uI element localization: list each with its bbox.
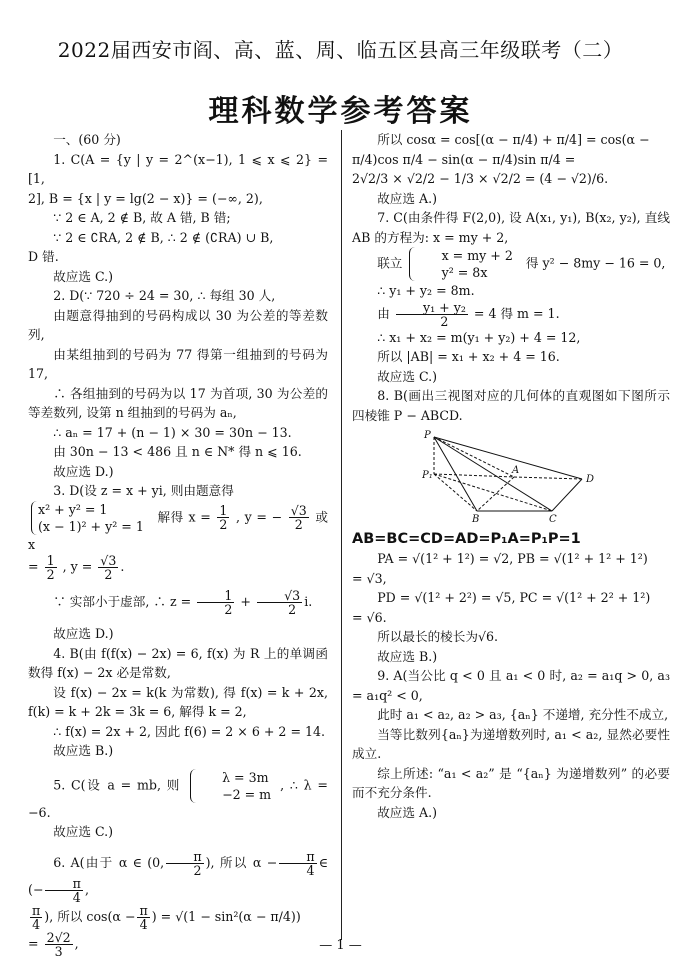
edge-ab xyxy=(477,477,514,511)
answer-6-line: 2√2/3 × √2/2 − 1/3 × √2/2 = (4 − √2)/6. xyxy=(352,171,609,186)
answer-1-line: 2], B = {x | y = lg(2 − x)} = (−∞, 2), xyxy=(28,190,263,206)
answer-7-line: ∴ x₁ + x₂ = m(y₁ + y₂) + 4 = 12, xyxy=(377,329,581,345)
fraction: $\frac{1}{2}$ xyxy=(46,553,55,582)
answer-4-line: 4. B(由 f(f(x) − 2x) = 6, f(x) 为 R 上的单调函数得 f(x) − 2x 必是常数, xyxy=(28,645,328,680)
fraction: $\frac{\pi}{2}$ xyxy=(166,850,203,877)
answer-3-line: 3. D(设 z = x + yi, 则由题意得 xyxy=(53,483,234,498)
label-p: P xyxy=(424,430,431,441)
edge-pd xyxy=(434,437,582,479)
fraction: $\frac{2√2}{3}$ xyxy=(46,929,71,959)
exam-header-title: 2022届西安市阎、高、蓝、周、临五区县高三年级联考（二） xyxy=(57,38,624,62)
answer-3-line: = $\frac{1}{2}$ , y = $\frac{√3}{2}$ . xyxy=(28,553,125,582)
label-p1: P₁ xyxy=(422,470,433,481)
fraction: $\frac{\text{y₁ + y₂}}{2}$ xyxy=(396,301,468,328)
edge-p1c xyxy=(434,474,552,511)
fraction: $\frac{√3}{2}$ xyxy=(257,589,302,616)
answer-8-line: = √3, xyxy=(352,570,387,586)
fraction: $\frac{√3}{2}$ xyxy=(100,553,117,582)
answer-key-title: 理科数学参考答案 xyxy=(208,94,473,129)
edge-p1a xyxy=(434,474,514,477)
answer-2-choice: 故应选 D.) xyxy=(53,463,114,479)
answer-9-choice: 故应选 A.) xyxy=(377,804,437,820)
label-b: B xyxy=(472,514,480,524)
label-c: C xyxy=(549,514,557,524)
pyramid-diagram xyxy=(422,429,612,524)
answer-2-line: ∴ 各组抽到的号码为以 17 为首项, 30 为公差的等差数列, 设第 n 组抽到的号码为 aₙ, xyxy=(28,385,328,420)
edge-ad xyxy=(514,477,582,479)
answer-4-line: ∴ f(x) = 2x + 2, 因此 f(6) = 2 × 6 + 2 = 14. xyxy=(53,723,326,739)
answer-2-line: 由 30n − 13 < 486 且 n ∈ N* 得 n ⩽ 16. xyxy=(53,444,302,459)
answer-6-choice: 故应选 A.) xyxy=(377,190,437,206)
answer-1-line: ∵ 2 ∈ A, 2 ∉ B, 故 A 错, B 错; xyxy=(53,210,231,225)
fraction: $\frac{\pi}{4}$ xyxy=(45,877,82,904)
answer-8-choice: 故应选 B.) xyxy=(377,648,438,664)
answer-5-line: 5. C(设 a = mb, 则 λ = 3m −2 = m , ∴ λ = −6. xyxy=(28,769,328,820)
answer-3-choice: 故应选 D.) xyxy=(53,626,114,641)
answer-7-line: 由 $\frac{\text{y₁ + y₂}}{2}$ = 4 得 m = 1. xyxy=(377,299,560,329)
equation-system: λ = 3m −2 = m xyxy=(190,769,277,803)
answer-5-choice: 故应选 C.) xyxy=(53,824,114,839)
answer-1-line: 1. C(A = {y | y = 2^(x−1), 1 ⩽ x ⩽ 2} = [1, xyxy=(28,151,328,186)
answer-2-line: 2. D(∵ 720 ÷ 24 = 30, ∴ 每组 30 人, xyxy=(53,288,276,303)
answer-8-line: 所以最长的棱长为√6. xyxy=(377,629,498,644)
answer-6-line: $\frac{\pi}{4}$ ), 所以 cos(α − $\frac{\pi}{4}$ ) = √(1 − sin²(α − π/4)) xyxy=(32,902,301,932)
answer-6-line: π/4)cos π/4 − sin(α − π/4)sin π/4 = xyxy=(352,151,576,167)
right-column xyxy=(352,130,670,822)
edge-p1b xyxy=(434,474,477,511)
answer-9-line: 此时 a₁ < a₂, a₂ > a₃, {aₙ} 不递增, 充分性不成立, xyxy=(377,707,669,722)
answer-6-line: 6. A(由于 α ∈ (0, $\frac{\pi}{2}$ ), 所以 α − $\frac{\pi}{4}$ ∈ (− $\frac{\pi}{4}$ , xyxy=(28,848,329,905)
answer-2-line: 由某组抽到的号码为 77 得第一组抽到的号码为 17, xyxy=(28,346,328,381)
equal-edges-statement: AB=BC=CD=AD=P₁A=P₁P=1 xyxy=(352,530,581,547)
answer-3-line: ∵ 实部小于虚部, ∴ z = $\frac{1}{2}$ + $\frac{√3}{2}$ i. xyxy=(53,588,313,617)
answer-2-line: ∴ aₙ = 17 + (n − 1) × 30 = 30n − 13. xyxy=(53,424,292,440)
answer-1-line: D 错. xyxy=(28,249,59,264)
answer-6-line: 所以 cosα = cos[(α − π/4) + π/4] = cos(α − xyxy=(377,132,650,147)
fraction: $\frac{\pi}{4}$ xyxy=(139,902,148,932)
section-heading: 一、(60 分) xyxy=(53,132,121,147)
fraction: $\frac{1}{2}$ xyxy=(197,589,234,616)
edge-cd xyxy=(552,479,582,511)
answer-8-line: 8. B(画出三视图对应的几何体的直观图如下图所示四棱锥 P − ABCD. xyxy=(352,388,670,423)
answer-1-line: ∵ 2 ∈ ∁RA, 2 ∉ B, ∴ 2 ∉ (∁RA) ∪ B, xyxy=(53,229,274,245)
answer-8-line: PA = √(1² + 1²) = √2, PB = √(1² + 1² + 1²) xyxy=(377,551,648,566)
answer-7-line: 所以 |AB| = x₁ + x₂ + 4 = 16. xyxy=(377,349,560,364)
answer-4-line: 设 f(x) − 2x = k(k 为常数), 得 f(x) = k + 2x, f(k) = k + 2k = 3k = 6, 解得 k = 2, xyxy=(28,684,328,719)
answer-6-line: = $\frac{2√2}{3}$ , xyxy=(28,929,79,959)
fraction: $\frac{√3}{2}$ xyxy=(290,503,307,532)
edge-pc xyxy=(434,437,552,511)
answer-7-line: 7. C(由条件得 F(2,0), 设 A(x₁, y₁), B(x₂, y₂), 直线 AB 的方程为: x = my + 2, xyxy=(352,210,670,245)
answer-4-choice: 故应选 B.) xyxy=(53,743,114,758)
answer-8-line: = √6. xyxy=(352,609,387,625)
label-d: D xyxy=(586,474,595,485)
answer-9-line: 综上所述: “a₁ < a₂” 是 “{aₙ} 为递增数列” 的必要而不充分条件. xyxy=(352,765,670,800)
answer-9-line: 9. A(当公比 q < 0 且 a₁ < 0 时, a₂ = a₁q > 0, a₃ = a₁q² < 0, xyxy=(352,668,670,703)
left-column xyxy=(28,130,328,958)
fraction: $\frac{\pi}{4}$ xyxy=(32,902,41,932)
equation-system: x = my + 2 y² = 8x xyxy=(409,247,518,281)
fraction: $\frac{\pi}{4}$ xyxy=(279,850,316,877)
answer-7-line: 联立 x = my + 2 y² = 8x 得 y² − 8my − 16 = 0, xyxy=(377,248,666,280)
page-number: — 1 — xyxy=(319,938,362,953)
answer-8-line: PD = √(1² + 2²) = √5, PC = √(1² + 2² + 1²) xyxy=(377,590,651,605)
answer-3-system-line: x² + y² = 1 (x − 1)² + y² = 1 解得 x = $\frac{1}{2}$ , y = − $\frac{√3}{2}$ 或 x xyxy=(28,501,328,552)
answer-7-choice: 故应选 C.) xyxy=(377,368,438,384)
fraction: $\frac{1}{2}$ xyxy=(219,503,228,532)
equation-system: x² + y² = 1 (x − 1)² + y² = 1 xyxy=(31,501,150,535)
answer-9-line: 当等比数列{aₙ}为递增数列时, a₁ < a₂, 显然必要性成立. xyxy=(352,726,670,761)
answer-1-choice: 故应选 C.) xyxy=(53,268,114,284)
answer-2-line: 由题意得抽到的号码构成以 30 为公差的等差数列, xyxy=(28,307,328,342)
answer-7-line: ∴ y₁ + y₂ = 8m. xyxy=(377,283,475,298)
column-divider xyxy=(341,130,342,940)
label-a: A xyxy=(512,465,520,476)
